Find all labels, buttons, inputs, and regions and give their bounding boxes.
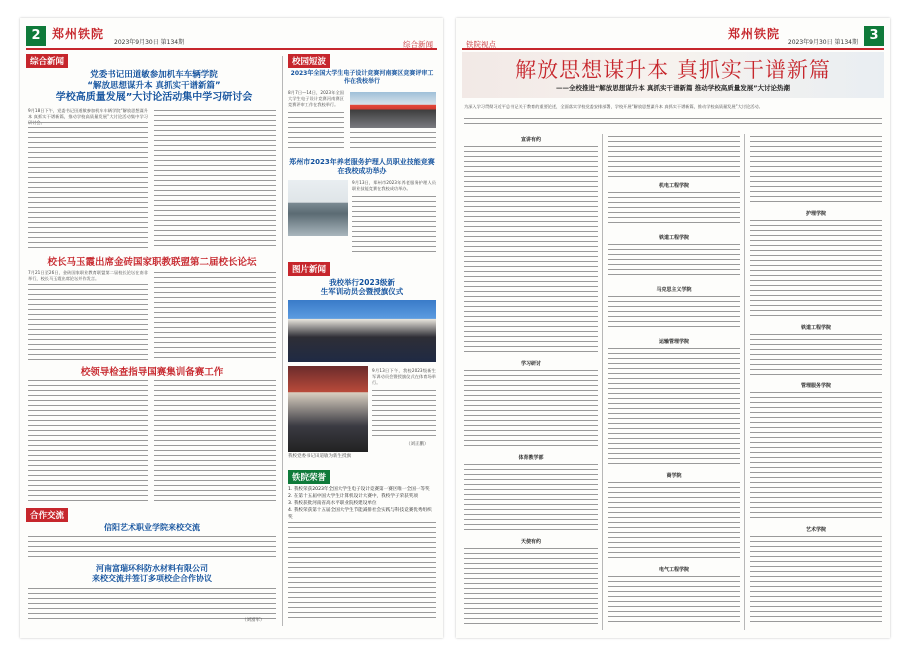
honor-item: 2. 在第十五届中国大学生计算机设计大赛中，我校学子荣获奖项 [288, 494, 418, 499]
column3-body-b [750, 220, 882, 320]
subhead: 护理学院 [805, 211, 826, 217]
section-campus-briefs: 校园短波 [288, 54, 330, 68]
lead-title-line2: 学校高质量发展”大讨论活动集中学习研讨会 [55, 92, 253, 103]
column1-body-a [464, 146, 598, 356]
subhead: 商学院 [666, 473, 682, 479]
subhead: 宣讲有约 [520, 137, 541, 143]
section-comprehensive-news: 综合新闻 [26, 54, 68, 68]
honor-item: 1. 我校荣获2023年全国大学生电子设计竞赛第一赛区唯一全国一等奖 [288, 487, 430, 492]
column3-body-e [750, 536, 882, 628]
military-photo-credit: （刘正鹏） [406, 442, 429, 447]
inspection-body-col2 [154, 380, 276, 506]
page-number: 3 [864, 26, 884, 46]
column-rule [744, 134, 745, 630]
honor-item: 4. 我校荣获第十五届全国大学生节能减排社会实践与科技竞赛优秀组织奖 [288, 508, 432, 520]
masthead-logo: 郑州铁院 [727, 27, 780, 41]
subhead: 电气工程学院 [658, 567, 689, 573]
issue-date: 2023年9月30日 第134期 [114, 39, 185, 46]
electronics-contest-body-col2 [350, 132, 436, 154]
column3-body-d [750, 392, 882, 522]
page-header [26, 24, 437, 50]
photo-judging-team [350, 92, 436, 128]
honors-body [288, 522, 436, 622]
lead-intro: 9月18日下午，党委书记田道敏参加机车车辆学院“解放思想谋升本 真抓实干谱新篇，推动学校高质量发展”大讨论活动集中学习 [28, 108, 148, 119]
electronics-contest-body-col1 [288, 112, 344, 154]
lead-body-col2 [154, 110, 276, 252]
feature-title: 解放思想谋升本 真抓实干谱新篇 [515, 58, 831, 82]
headline-military-training [288, 278, 436, 296]
elderly-care-intro: 9月13日，郑州市2023年养老服务护理人员职业技能竞赛在我校成功举办。 [352, 180, 436, 191]
military-title-line2: 生军训动员会暨授旗仪式 [320, 287, 404, 296]
headline-xinyang-visit: 信阳艺术职业学院来校交流 [104, 523, 200, 532]
subhead: 运输管理学院 [658, 339, 689, 345]
feature-subtitle: ——全校推进“解放思想谋升本 真抓实干谱新篇 推动学校高质量发展”大讨论热潮 [555, 84, 791, 92]
electronics-contest-intro: 8月7日—14日，2023年全国大学生电子设计竞赛河南赛区竞赛评审工作在我校举行。 [288, 90, 344, 107]
military-body [372, 390, 436, 440]
brics-forum-body-col1 [28, 284, 148, 364]
furui-credit: （刘富军） [242, 618, 265, 623]
furui-title-line1: 河南富瑞环科防水材料有限公司 [96, 564, 208, 573]
masthead-logo: 郑州铁院 [52, 27, 105, 41]
subhead: 管理服务学院 [800, 383, 831, 389]
subhead: 马克思主义学院 [656, 287, 692, 293]
headline-elderly-care-contest: 郑州市2023年养老服务护理人员职业技能竞赛在我校成功举办 [289, 158, 435, 175]
honor-item: 3. 我校获批河南省高水平职业院校建设单位 [288, 501, 377, 506]
page-3 [456, 18, 890, 638]
feature-banner [462, 52, 884, 98]
section-honors: 铁院荣誉 [288, 470, 330, 484]
headline-brics-forum: 校长马玉霞出席金砖国家职教联盟第二届校长论坛 [47, 257, 257, 268]
section-label: 综合新闻 [403, 40, 433, 49]
military-intro: 9月13日下午，我校2023级新生军训动员会暨授旗仪式在体育场举行。 [372, 368, 436, 385]
lead-body-col1 [28, 122, 148, 252]
column-rule [602, 134, 603, 630]
lead-kicker: 党委书记田道敏参加机车车辆学院 [90, 70, 218, 80]
section-label: 铁院视点 [466, 40, 496, 49]
subhead: 铁道工程学院 [800, 325, 831, 331]
feature-intro: 为深入学习贯彻习近平总书记关于教育的重要论述，全面落实学校党委安排部署，学校开展“解放思想谋升本 真抓实干谱新篇，推动学校高质量发展”大讨论活动。 [464, 104, 763, 109]
column1-body-d [464, 548, 598, 628]
military-photo-caption: 我校党委书记田道敏为新生授旗 [288, 454, 351, 459]
subhead: 体育教学部 [518, 455, 544, 461]
section-cooperation: 合作交流 [26, 508, 68, 522]
headline-furui-visit [28, 564, 276, 584]
page-header [462, 24, 884, 50]
page-number: 2 [26, 26, 46, 46]
photo-flag-ceremony [288, 366, 368, 452]
subhead: 天使有约 [520, 539, 541, 545]
brics-forum-intro: 7月21日至26日，金砖国家职业教育联盟第二届校长论坛在南非举行，校长马玉霞出席论坛并作发言。 [28, 270, 148, 281]
headline-electronics-contest: 2023年全国大学生电子设计竞赛河南赛区竞赛评审工作在我校举行 [290, 70, 434, 85]
xinyang-visit-body [28, 536, 276, 562]
brics-forum-body-col2 [154, 272, 276, 364]
column2-body-c [608, 244, 740, 282]
lead-title-line1: “解放思想谋升本 真抓实干谱新篇” [87, 81, 221, 91]
column-rule [282, 56, 283, 626]
column3-body-a [750, 136, 882, 206]
subhead: 学习研讨 [520, 361, 541, 367]
column2-body-f [608, 482, 740, 562]
honors-list [288, 486, 436, 521]
subhead: 铁道工程学院 [658, 235, 689, 241]
column2-body-g [608, 576, 740, 628]
military-title-line1: 我校举行2023级新 [329, 278, 395, 287]
headline-competition-inspection: 校领导检查指导国赛集训备赛工作 [80, 367, 224, 378]
column2-body-e [608, 348, 740, 468]
page-2 [20, 18, 443, 638]
furui-title-line2: 来校交流并签订多项校企合作协议 [92, 574, 212, 583]
column2-body-d [608, 296, 740, 334]
column3-body-c [750, 334, 882, 378]
photo-care-contest [288, 180, 348, 236]
section-photo-news: 图片新闻 [288, 262, 330, 276]
furui-visit-body [28, 588, 276, 624]
issue-date: 2023年9月30日 第134期 [787, 39, 858, 46]
photo-military-assembly [288, 300, 436, 362]
column2-body-a [608, 136, 740, 180]
subhead: 机电工程学院 [658, 183, 689, 189]
column1-body-c [464, 464, 598, 534]
inspection-body-col1 [28, 380, 148, 506]
feature-intro-body [464, 118, 882, 130]
column1-body-b [464, 370, 598, 450]
elderly-care-body [352, 196, 436, 256]
subhead: 艺术学院 [805, 527, 826, 533]
lead-headline [32, 70, 276, 103]
column2-body-b [608, 192, 740, 230]
